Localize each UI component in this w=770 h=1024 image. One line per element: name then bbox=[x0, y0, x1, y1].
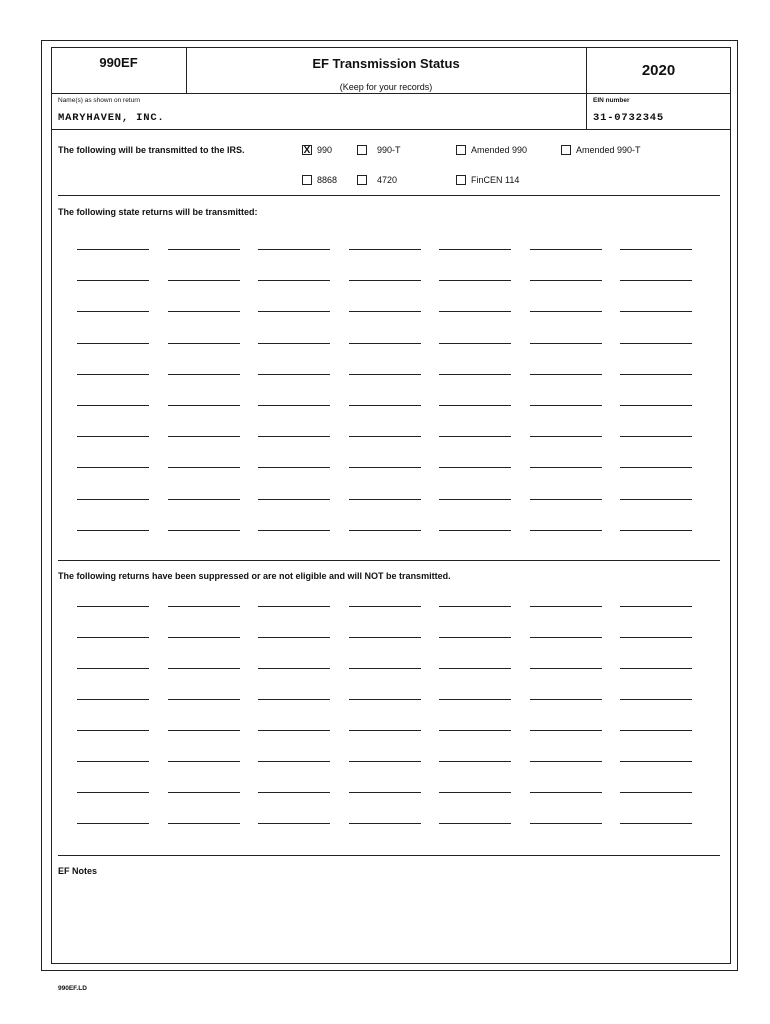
state-return-entry-line[interactable] bbox=[168, 436, 240, 437]
state-return-entry-line[interactable] bbox=[77, 280, 149, 281]
state-return-entry-line[interactable] bbox=[258, 374, 330, 375]
state-return-entry-line[interactable] bbox=[620, 311, 692, 312]
suppressed-return-entry-line[interactable] bbox=[258, 699, 330, 700]
state-return-entry-line[interactable] bbox=[168, 374, 240, 375]
state-return-entry-line[interactable] bbox=[620, 530, 692, 531]
state-return-entry-line[interactable] bbox=[620, 249, 692, 250]
state-return-entry-line[interactable] bbox=[349, 499, 421, 500]
suppressed-return-entry-line[interactable] bbox=[439, 699, 511, 700]
state-return-entry-line[interactable] bbox=[530, 530, 602, 531]
page-title: EF Transmission Status bbox=[312, 56, 460, 71]
suppressed-return-entry-line[interactable] bbox=[77, 699, 149, 700]
suppressed-return-entry-line[interactable] bbox=[349, 637, 421, 638]
state-return-entry-line[interactable] bbox=[620, 405, 692, 406]
state-return-entry-line[interactable] bbox=[349, 311, 421, 312]
checkbox-8868-label: 8868 bbox=[317, 175, 338, 185]
suppressed-return-entry-line[interactable] bbox=[439, 606, 511, 607]
ein-label: EIN number bbox=[593, 97, 630, 104]
suppressed-return-entry-line[interactable] bbox=[258, 792, 330, 793]
suppressed-return-entry-line[interactable] bbox=[258, 606, 330, 607]
suppressed-section-label: The following returns have been suppressed or are not eligible and will NOT be transmitted. bbox=[58, 571, 451, 581]
state-return-entry-line[interactable] bbox=[349, 436, 421, 437]
state-return-entry-line[interactable] bbox=[620, 280, 692, 281]
state-return-entry-line[interactable] bbox=[349, 374, 421, 375]
suppressed-return-entry-line[interactable] bbox=[530, 761, 602, 762]
state-section-rule bbox=[58, 560, 720, 561]
state-return-entry-line[interactable] bbox=[530, 343, 602, 344]
suppressed-return-entry-line[interactable] bbox=[77, 668, 149, 669]
state-return-entry-line[interactable] bbox=[439, 249, 511, 250]
taxpayer-name: MARYHAVEN, INC. bbox=[58, 112, 165, 124]
state-return-entry-line[interactable] bbox=[168, 467, 240, 468]
suppressed-return-entry-line[interactable] bbox=[439, 730, 511, 731]
form-id: 990EF bbox=[99, 55, 138, 70]
state-return-entry-line[interactable] bbox=[439, 311, 511, 312]
state-return-entry-line[interactable] bbox=[439, 280, 511, 281]
state-return-entry-line[interactable] bbox=[77, 374, 149, 375]
state-return-entry-line[interactable] bbox=[77, 467, 149, 468]
state-return-entry-line[interactable] bbox=[439, 499, 511, 500]
state-return-entry-line[interactable] bbox=[620, 436, 692, 437]
state-return-entry-line[interactable] bbox=[620, 374, 692, 375]
suppressed-return-entry-line[interactable] bbox=[168, 637, 240, 638]
suppressed-section-rule bbox=[58, 855, 720, 856]
irs-section-rule bbox=[58, 195, 720, 196]
state-return-entry-line[interactable] bbox=[530, 436, 602, 437]
state-return-entry-line[interactable] bbox=[168, 249, 240, 250]
state-return-entry-line[interactable] bbox=[168, 311, 240, 312]
suppressed-return-entry-line[interactable] bbox=[620, 823, 692, 824]
state-return-entry-line[interactable] bbox=[349, 249, 421, 250]
irs-section-label: The following will be transmitted to the IRS. bbox=[58, 145, 245, 155]
suppressed-return-entry-line[interactable] bbox=[77, 637, 149, 638]
state-return-entry-line[interactable] bbox=[258, 499, 330, 500]
state-return-entry-line[interactable] bbox=[439, 343, 511, 344]
suppressed-return-entry-line[interactable] bbox=[349, 761, 421, 762]
suppressed-return-entry-line[interactable] bbox=[530, 606, 602, 607]
suppressed-return-entry-line[interactable] bbox=[530, 792, 602, 793]
suppressed-return-entry-line[interactable] bbox=[620, 606, 692, 607]
state-return-entry-line[interactable] bbox=[530, 405, 602, 406]
state-return-entry-line[interactable] bbox=[349, 530, 421, 531]
ef-notes-label: EF Notes bbox=[58, 866, 98, 876]
checkbox-amended-990t[interactable] bbox=[561, 145, 571, 155]
name-label: Name(s) as shown on return bbox=[58, 97, 141, 104]
suppressed-return-entry-line[interactable] bbox=[349, 606, 421, 607]
suppressed-return-entry-line[interactable] bbox=[620, 637, 692, 638]
suppressed-return-entry-line[interactable] bbox=[439, 668, 511, 669]
checkbox-fincen-114[interactable] bbox=[456, 175, 466, 185]
state-return-entry-line[interactable] bbox=[258, 436, 330, 437]
state-return-entry-line[interactable] bbox=[258, 280, 330, 281]
state-return-entry-line[interactable] bbox=[439, 530, 511, 531]
page-subtitle: (Keep for your records) bbox=[339, 82, 433, 92]
header-bottom-rule bbox=[51, 93, 586, 94]
suppressed-return-entry-line[interactable] bbox=[168, 761, 240, 762]
state-return-entry-line[interactable] bbox=[439, 374, 511, 375]
state-return-entry-line[interactable] bbox=[258, 467, 330, 468]
state-return-entry-line[interactable] bbox=[77, 249, 149, 250]
state-return-entry-line[interactable] bbox=[168, 405, 240, 406]
header-divider-right bbox=[586, 47, 587, 129]
checkbox-990[interactable] bbox=[302, 145, 312, 155]
tax-year: 2020 bbox=[641, 62, 676, 79]
state-return-entry-line[interactable] bbox=[258, 311, 330, 312]
state-return-entry-line[interactable] bbox=[168, 530, 240, 531]
checkbox-4720-label: 4720 bbox=[377, 175, 398, 185]
suppressed-return-entry-line[interactable] bbox=[439, 823, 511, 824]
suppressed-return-entry-line[interactable] bbox=[620, 792, 692, 793]
suppressed-return-entry-line[interactable] bbox=[258, 730, 330, 731]
suppressed-return-entry-line[interactable] bbox=[77, 823, 149, 824]
check-mark: X bbox=[303, 145, 311, 156]
suppressed-return-entry-line[interactable] bbox=[620, 668, 692, 669]
state-return-entry-line[interactable] bbox=[530, 280, 602, 281]
checkbox-amended-990-label: Amended 990 bbox=[471, 145, 528, 155]
form-footer-code: 990EF.LD bbox=[58, 985, 87, 992]
state-return-entry-line[interactable] bbox=[168, 499, 240, 500]
checkbox-990-label: 990 bbox=[317, 145, 333, 155]
suppressed-return-entry-line[interactable] bbox=[258, 668, 330, 669]
state-return-entry-line[interactable] bbox=[530, 467, 602, 468]
suppressed-return-entry-line[interactable] bbox=[168, 730, 240, 731]
checkbox-990t[interactable] bbox=[357, 145, 367, 155]
ein-value: 31-0732345 bbox=[593, 112, 665, 124]
suppressed-return-entry-line[interactable] bbox=[349, 668, 421, 669]
state-return-entry-line[interactable] bbox=[439, 436, 511, 437]
state-return-entry-line[interactable] bbox=[77, 343, 149, 344]
state-return-entry-line[interactable] bbox=[77, 405, 149, 406]
suppressed-return-entry-line[interactable] bbox=[439, 792, 511, 793]
checkbox-amended-990[interactable] bbox=[456, 145, 466, 155]
state-return-entry-line[interactable] bbox=[349, 280, 421, 281]
suppressed-return-entry-line[interactable] bbox=[168, 668, 240, 669]
suppressed-return-entry-line[interactable] bbox=[168, 792, 240, 793]
checkbox-4720[interactable] bbox=[357, 175, 367, 185]
state-return-entry-line[interactable] bbox=[258, 530, 330, 531]
suppressed-return-entry-line[interactable] bbox=[168, 699, 240, 700]
state-return-entry-line[interactable] bbox=[530, 249, 602, 250]
state-return-entry-line[interactable] bbox=[77, 436, 149, 437]
state-return-entry-line[interactable] bbox=[620, 499, 692, 500]
suppressed-return-entry-line[interactable] bbox=[77, 606, 149, 607]
suppressed-return-entry-line[interactable] bbox=[439, 761, 511, 762]
state-return-entry-line[interactable] bbox=[349, 405, 421, 406]
suppressed-return-entry-line[interactable] bbox=[77, 792, 149, 793]
suppressed-return-entry-line[interactable] bbox=[77, 730, 149, 731]
state-return-entry-line[interactable] bbox=[258, 405, 330, 406]
state-return-entry-line[interactable] bbox=[258, 343, 330, 344]
state-return-entry-line[interactable] bbox=[530, 311, 602, 312]
state-return-entry-line[interactable] bbox=[77, 530, 149, 531]
suppressed-return-entry-line[interactable] bbox=[530, 637, 602, 638]
state-return-entry-line[interactable] bbox=[620, 467, 692, 468]
checkbox-fincen-114-label: FinCEN 114 bbox=[471, 175, 520, 185]
suppressed-return-entry-line[interactable] bbox=[168, 823, 240, 824]
state-return-entry-line[interactable] bbox=[77, 311, 149, 312]
suppressed-return-entry-line[interactable] bbox=[530, 668, 602, 669]
state-return-entry-line[interactable] bbox=[620, 343, 692, 344]
suppressed-return-entry-line[interactable] bbox=[258, 637, 330, 638]
suppressed-return-entry-line[interactable] bbox=[620, 699, 692, 700]
suppressed-return-entry-line[interactable] bbox=[258, 823, 330, 824]
suppressed-return-entry-line[interactable] bbox=[620, 761, 692, 762]
state-section-label: The following state returns will be transmitted: bbox=[58, 207, 258, 217]
suppressed-return-entry-line[interactable] bbox=[349, 699, 421, 700]
suppressed-return-entry-line[interactable] bbox=[258, 761, 330, 762]
suppressed-return-entry-line[interactable] bbox=[530, 699, 602, 700]
checkbox-990t-label: 990-T bbox=[377, 145, 401, 155]
state-return-entry-line[interactable] bbox=[530, 499, 602, 500]
suppressed-return-entry-line[interactable] bbox=[168, 606, 240, 607]
state-return-entry-line[interactable] bbox=[258, 249, 330, 250]
suppressed-return-entry-line[interactable] bbox=[349, 792, 421, 793]
suppressed-return-entry-line[interactable] bbox=[349, 730, 421, 731]
state-return-entry-line[interactable] bbox=[168, 280, 240, 281]
year-bottom-rule bbox=[586, 93, 731, 94]
checkbox-8868[interactable] bbox=[302, 175, 312, 185]
state-return-entry-line[interactable] bbox=[349, 343, 421, 344]
suppressed-return-entry-line[interactable] bbox=[620, 730, 692, 731]
state-return-entry-line[interactable] bbox=[77, 499, 149, 500]
state-return-entry-line[interactable] bbox=[439, 405, 511, 406]
suppressed-return-entry-line[interactable] bbox=[349, 823, 421, 824]
state-return-entry-line[interactable] bbox=[530, 374, 602, 375]
name-row-bottom-rule bbox=[51, 129, 731, 130]
suppressed-return-entry-line[interactable] bbox=[530, 823, 602, 824]
checkbox-amended-990t-label: Amended 990-T bbox=[576, 145, 641, 155]
state-return-entry-line[interactable] bbox=[168, 343, 240, 344]
suppressed-return-entry-line[interactable] bbox=[439, 637, 511, 638]
suppressed-return-entry-line[interactable] bbox=[77, 761, 149, 762]
suppressed-return-entry-line[interactable] bbox=[530, 730, 602, 731]
state-return-entry-line[interactable] bbox=[349, 467, 421, 468]
state-return-entry-line[interactable] bbox=[439, 467, 511, 468]
